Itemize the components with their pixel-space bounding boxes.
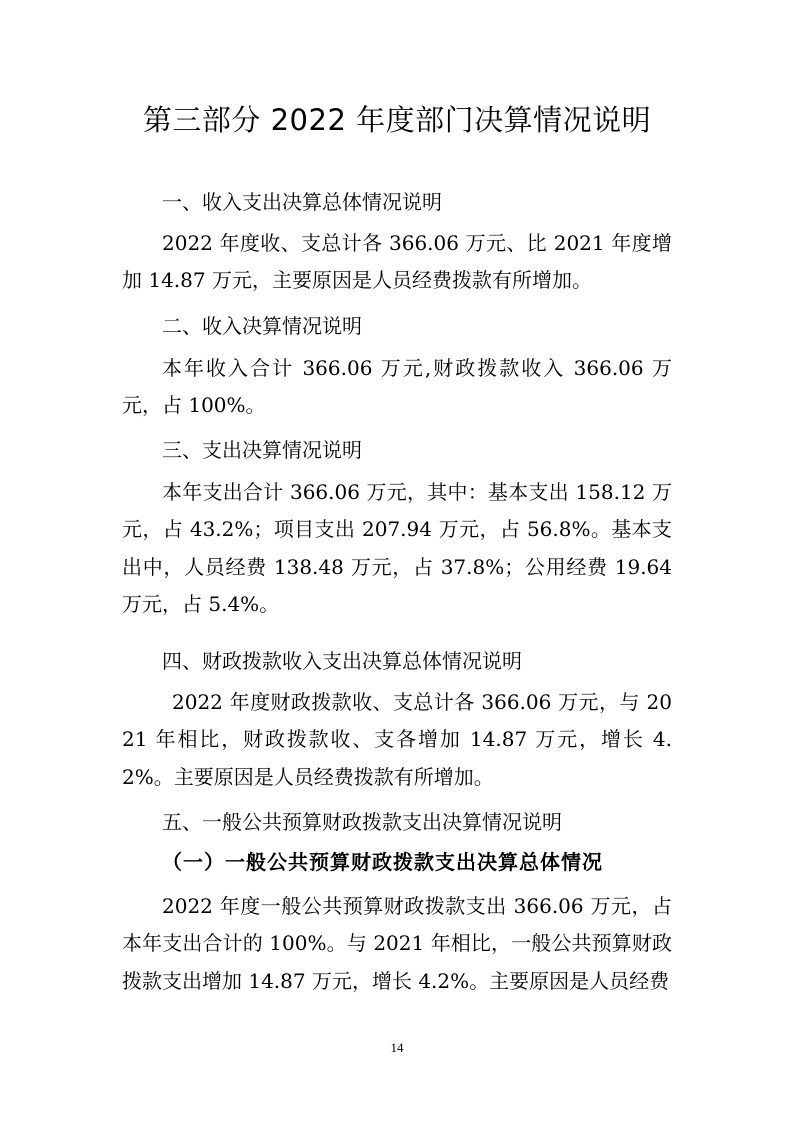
section-subheading-5-1: （一）一般公共预算财政拨款支出决算总体情况	[162, 850, 603, 874]
section-heading-1: 一、收入支出决算总体情况说明	[162, 190, 442, 214]
section-heading-5: 五、一般公共预算财政拨款支出决算情况说明	[162, 810, 562, 834]
section-heading-3: 三、支出决算情况说明	[162, 438, 362, 462]
section-heading-4: 四、财政拨款收入支出决算总体情况说明	[162, 649, 522, 673]
page-title: 第三部分 2022 年度部门决算情况说明	[142, 103, 652, 137]
section-paragraph-4: 2022 年度财政拨款收、支总计各 366.06 万元，与 2021 年相比，财政拨款收、支各增加 14.87 万元，增长 4.2%。主要原因是人员经费拨款有所增加。	[122, 690, 672, 789]
section-paragraph-2: 本年收入合计 366.06 万元,财政拨款收入 366.06 万元，占 100%。	[122, 356, 672, 418]
section-paragraph-3: 本年支出合计 366.06 万元，其中：基本支出 158.12 万元，占 43.2%；项目支出 207.94 万元，占 56.8%。基本支出中，人员经费 138.48 万元，占 37.8%；公用经费 19.64 万元，占 5.4%。	[122, 480, 672, 617]
section-paragraph-5: 2022 年度一般公共预算财政拨款支出 366.06 万元，占本年支出合计的 100%。与 2021 年相比，一般公共预算财政拨款支出增加 14.87 万元，增长 4.2%。主要原因是人员经费	[122, 894, 672, 993]
page-number: 14	[390, 1040, 404, 1055]
section-heading-2: 二、收入决算情况说明	[162, 314, 362, 338]
section-paragraph-1: 2022 年度收、支总计各 366.06 万元、比 2021 年度增加 14.87 万元，主要原因是人员经费拨款有所增加。	[122, 231, 672, 293]
